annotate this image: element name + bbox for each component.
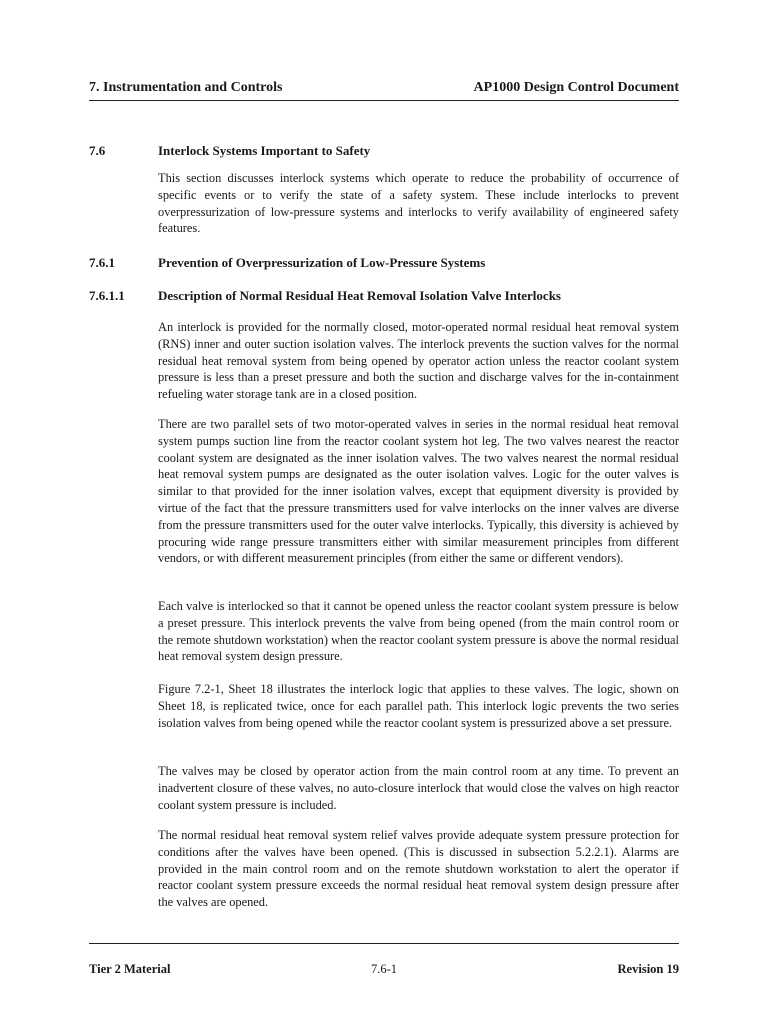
revision-label: Revision 19 xyxy=(617,962,679,976)
paragraph-valve-interlock: Each valve is interlocked so that it cannot be opened unless the reactor coolant system pressure is below a preset pressure. This interlock prevents the valve from being opened (from the main control room or the remote shutdown workstation) when the reactor coolant system pressure is above the normal residual heat removal system design pressure. xyxy=(158,599,679,664)
paragraph-relief-valves: The normal residual heat removal system relief valves provide adequate system pressure protection for conditions after the valves have been opened. (This is discussed in subsection 5.2.2.1). Alarms are provided in the main control room and on the remote shutdown workstation to alert the operator if reactor coolant system pressure exceeds the normal residual heat removal system design pressure after the valves are opened. xyxy=(158,828,679,910)
paragraph-parallel-sets: There are two parallel sets of two motor-operated valves in series in the normal residual heat removal system pumps suction line from the reactor coolant system hot leg. The two valves nearest the reactor coolant system are designated as the inner isolation valves. The two valves nearest the normal residual heat removal system pumps are designated as the outer isolation valves. Logic for the outer valves is similar to that provided for the inner isolation valves, except that equipment diversity is provided by virtue of the fact that the pressure transmitters used for valve interlocks on the inner valves are diverse from the pressure transmitters used for the outer valve interlocks. Typically, this diversity is achieved by procuring wide range pressure transmitters either with similar measurement principles from different vendors, or with different measurement principles (from either the same or different vendors). xyxy=(158,417,679,566)
page-number: 7.6-1 xyxy=(370,962,398,976)
chapter-title: 7. Instrumentation and Controls xyxy=(89,80,283,95)
footer-material: Tier 2 Material xyxy=(89,962,171,976)
paragraph-figure-reference: Figure 7.2-1, Sheet 18 illustrates the interlock logic that applies to these valves. The logic, shown on Sheet 18, is replicated twice, once for each parallel path. This interlock logic prevents the two series isolation valves from being opened while the reactor coolant system is pressurized above a set pressure. xyxy=(158,682,679,730)
section-number: 7.6.1 xyxy=(89,255,115,270)
section-number: 7.6 xyxy=(89,143,106,158)
section-title: Interlock Systems Important to Safety xyxy=(158,143,371,158)
page-footer xyxy=(89,962,679,980)
section-title: Prevention of Overpressurization of Low-Pressure Systems xyxy=(158,255,486,270)
paragraph-closure: The valves may be closed by operator action from the main control room at any time. To prevent an inadvertent closure of these valves, no auto-closure interlock that would close the valves on high reactor coolant system pressure is included. xyxy=(158,764,679,812)
paragraph-interlock: An interlock is provided for the normally closed, motor-operated normal residual heat removal system (RNS) inner and outer suction isolation valves. The interlock prevents the suction valves for the normal residual heat removal system from being opened by operator action unless the reactor coolant system pressure is less than a preset pressure and both the suction and discharge valves for the in-containment refueling water storage tank are in a closed position. xyxy=(158,320,679,402)
paragraph-intro: This section discusses interlock systems which operate to reduce the probability of occurrence of specific events or to verify the state of a safety system. These include interlocks to prevent overpressurization of low-pressure systems and interlocks to verify availability of engineered safety features. xyxy=(158,171,679,236)
page-header xyxy=(89,80,679,101)
section-number: 7.6.1.1 xyxy=(89,288,125,303)
document-title: AP1000 Design Control Document xyxy=(473,80,679,95)
footer-divider xyxy=(89,943,679,944)
section-title: Description of Normal Residual Heat Removal Isolation Valve Interlocks xyxy=(158,288,561,303)
